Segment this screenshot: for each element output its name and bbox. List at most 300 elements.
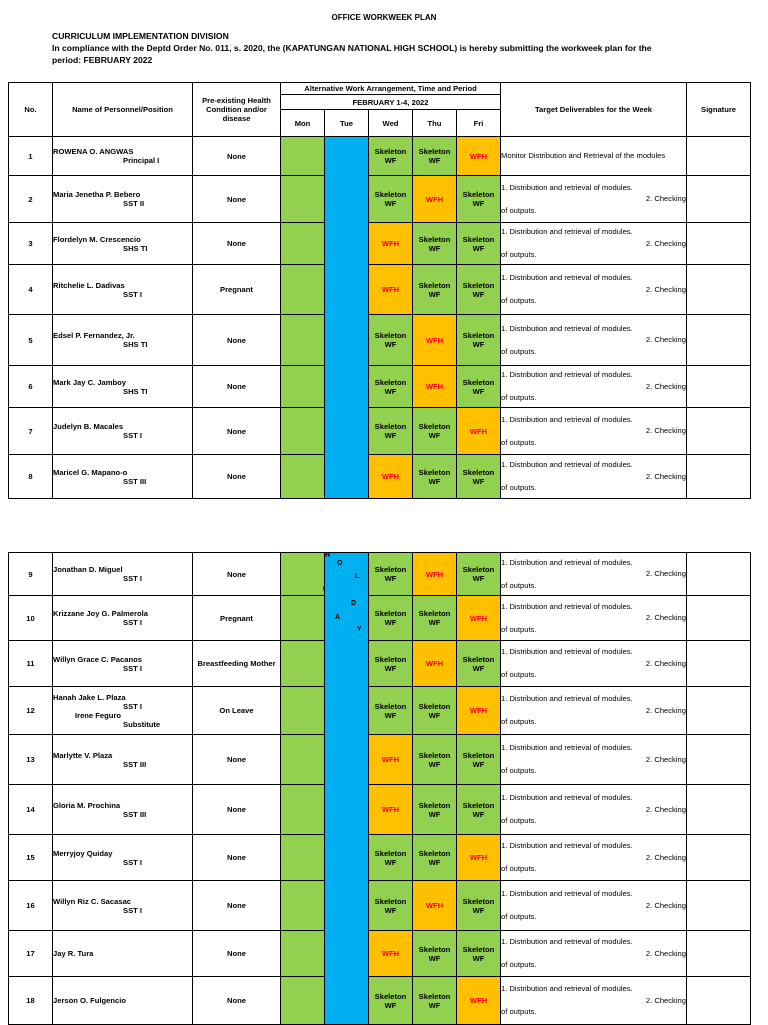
target-line-2: 2. Checking [645,705,686,715]
target-line-3: of outputs. [501,483,537,493]
personnel-cell [53,596,193,641]
col-header-day-wed: Wed [369,110,413,137]
signature-cell[interactable] [687,977,751,1025]
day-cell-wed-wfh: WFH [369,931,413,977]
day-cell-thu-wfh: WFH [413,315,457,366]
signature-cell[interactable] [687,137,751,176]
day-cell-fri-skeleton [457,455,501,499]
health-condition: None [193,785,281,835]
skeleton-label-wf: WF [428,953,441,963]
skeleton-label: Skeleton [418,991,451,1001]
personnel-cell [53,641,193,687]
skeleton-label-wf: WF [472,663,485,673]
target-line-2: 2. Checking [645,238,687,248]
target-line-2: 2. Checking [645,426,687,436]
personnel-name: Mark Jay C. Jamboy [53,377,127,387]
signature-cell[interactable] [687,315,751,366]
target-line-2: 2. Checking [645,194,687,204]
personnel-name: Maricel G. Mapano-o [53,467,128,477]
skeleton-label: Skeleton [462,377,495,387]
personnel-position: Principal I [123,156,160,165]
day-cell-fri-wfh: WFH [457,687,501,735]
signature-cell[interactable] [687,223,751,265]
target-deliverables [501,223,687,265]
target-line-1: 1. Distribution and retrieval of modules. [501,841,633,851]
target-deliverables [501,687,687,735]
skeleton-label: Skeleton [418,848,451,858]
table-row [9,265,751,315]
personnel-name: Jonathan D. Miguel [53,565,123,574]
day-cell-thu-wfh: WFH [413,366,457,408]
table-row [9,408,751,455]
row-number: 6 [9,366,53,408]
skeleton-label: Skeleton [418,944,451,954]
target-line-3: of outputs. [501,864,537,874]
skeleton-label: Skeleton [418,422,451,431]
skeleton-label: Skeleton [374,331,407,340]
table-row [9,687,751,735]
table-row [9,553,751,596]
day-cell-mon [281,315,325,366]
day-cell-thu-skeleton [413,596,457,641]
row-number: 3 [9,223,53,265]
target-line-3: of outputs. [501,296,537,306]
day-cell-wed-skeleton [369,137,413,176]
skeleton-label: Skeleton [374,190,407,199]
day-cell-mon [281,553,325,596]
day-cell-mon [281,687,325,735]
day-cell-fri-skeleton [457,931,501,977]
table-row [9,835,751,881]
target-line-1: 1. Distribution and retrieval of modules. [501,323,633,333]
personnel-name: Marlytte V. Plaza [53,750,113,760]
day-cell-thu-wfh: WFH [413,176,457,223]
target-deliverables [501,408,687,455]
target-line-1: 1. Distribution and retrieval of modules. [501,460,633,470]
day-cell-thu-skeleton [413,735,457,785]
target-line-1: 1. Distribution and retrieval of modules. [501,557,633,567]
target-line-2: 2. Checking [645,900,686,910]
skeleton-label: Skeleton [374,422,407,431]
target-deliverables [501,315,687,366]
health-condition: None [193,881,281,931]
personnel-cell [53,687,193,735]
table-row [9,223,751,265]
day-cell-fri-wfh: WFH [457,137,501,176]
signature-cell[interactable] [687,553,751,596]
target-line-2: 2. Checking [645,284,687,294]
col-header-day-mon: Mon [281,110,325,137]
row-number: 5 [9,315,53,366]
table-row [9,366,751,408]
table-row [9,881,751,931]
signature-cell[interactable] [687,931,751,977]
row-number: 7 [9,408,53,455]
day-cell-fri-skeleton [457,785,501,835]
skeleton-label: Skeleton [374,654,407,664]
day-cell-thu-wfh: WFH [413,553,457,596]
health-condition: Pregnant [193,596,281,641]
health-condition: None [193,977,281,1025]
signature-cell[interactable] [687,265,751,315]
table-row [9,596,751,641]
personnel-name: Merryjoy Quiday [53,848,113,858]
target-deliverables [501,735,687,785]
target-deliverables [501,596,687,641]
health-condition: Pregnant [193,265,281,315]
skeleton-label-wf: WF [472,289,485,299]
day-cell-wed-wfh: WFH [369,785,413,835]
day-cell-mon [281,881,325,931]
target-deliverables [501,931,687,977]
day-cell-thu-skeleton [413,977,457,1025]
personnel-position: SST II [123,199,145,208]
skeleton-label: Skeleton [418,147,451,156]
table-row [9,455,751,499]
personnel-name: Jerson O. Fulgencio [53,996,126,1005]
target-deliverables [501,265,687,315]
table-row [9,315,751,366]
health-condition: On Leave [193,687,281,735]
col-header-period: FEBRUARY 1-4, 2022 [281,95,501,110]
row-number: 9 [9,553,53,596]
skeleton-label-wf: WF [428,156,441,165]
skeleton-label-wf: WF [384,574,397,583]
skeleton-label-wf: WF [472,953,485,963]
workweek-table-part-2 [8,552,751,1025]
skeleton-label-wf: WF [384,1000,397,1010]
skeleton-label-wf: WF [472,340,485,349]
health-condition: None [193,408,281,455]
day-cell-wed-skeleton [369,315,413,366]
skeleton-label-wf: WF [384,156,397,165]
day-cell-mon [281,366,325,408]
target-line-1: 1. Distribution and retrieval of modules. [501,601,633,611]
day-cell-thu-skeleton [413,223,457,265]
header-row [9,83,751,95]
target-line-3: of outputs. [501,393,537,403]
personnel-position: SST I [123,431,142,440]
personnel-name: ROWENA O. ANGWAS [53,147,134,156]
skeleton-label-wf: WF [384,340,397,349]
personnel-cell [53,553,193,596]
target-line-3: of outputs. [501,766,537,776]
day-cell-mon [281,137,325,176]
target-deliverables [501,835,687,881]
target-line-3: of outputs. [501,250,537,260]
health-condition: None [193,455,281,499]
skeleton-label: Skeleton [462,750,495,760]
day-cell-thu-skeleton [413,785,457,835]
skeleton-label: Skeleton [418,467,451,477]
signature-cell[interactable] [687,881,751,931]
col-header-day-thu: Thu [413,110,457,137]
day-cell-wed-wfh: WFH [369,735,413,785]
skeleton-label-wf: WF [428,243,441,253]
skeleton-label-wf: WF [472,476,485,486]
target-line-2: 2. Checking [645,658,686,668]
skeleton-label-wf: WF [384,618,397,627]
personnel-position: SST I [123,857,142,867]
day-cell-fri-wfh: WFH [457,835,501,881]
target-deliverables [501,176,687,223]
target-line-3: of outputs. [501,1007,537,1017]
day-cell-fri-skeleton [457,641,501,687]
personnel-name: Judelyn B. Macales [53,422,124,431]
substitute-position: Substitute [123,719,161,729]
skeleton-label: Skeleton [462,280,495,290]
holiday-letter: Y [357,626,362,633]
health-condition: None [193,553,281,596]
personnel-name: Hanah Jake L. Plaza [53,692,126,702]
day-cell-wed-skeleton [369,835,413,881]
day-cell-fri-skeleton [457,176,501,223]
col-header-day-tue: Tue [325,110,369,137]
day-cell-wed-skeleton [369,596,413,641]
table-row [9,977,751,1025]
personnel-name: Ritchelie L. Dadivas [53,280,125,290]
day-cell-mon [281,265,325,315]
personnel-name: Edsel P. Fernandez, Jr. [53,331,135,340]
signature-cell[interactable] [687,366,751,408]
signature-cell[interactable] [687,455,751,499]
target-text: Monitor Distribution and Retrieval of the modules [501,151,666,161]
workweek-table-part-1 [8,82,751,499]
personnel-position: SHS TI [123,340,148,349]
signature-cell[interactable] [687,408,751,455]
target-line-1: 1. Distribution and retrieval of modules. [501,937,633,947]
day-cell-fri-skeleton [457,315,501,366]
personnel-cell [53,408,193,455]
row-number: 2 [9,176,53,223]
skeleton-label-wf: WF [472,759,485,769]
day-cell-mon [281,223,325,265]
compliance-line-2: period: FEBRUARY 2022 [52,55,153,65]
signature-cell[interactable] [687,735,751,785]
skeleton-label: Skeleton [418,234,451,244]
skeleton-label-wf: WF [472,243,485,253]
personnel-position: SST I [123,574,142,583]
target-line-2: 2. Checking [645,754,686,764]
target-line-1: 1. Distribution and retrieval of modules. [501,273,633,283]
table-row [9,641,751,687]
table-row [9,931,751,977]
compliance-line-1: In compliance with the Deptd Order No. 011, s. 2020, the (KAPATUNGAN NATIONAL HIGH SCHOOL) is hereby submitting the workweek plan for the [52,43,652,53]
target-line-3: of outputs. [501,960,537,970]
skeleton-label: Skeleton [462,565,495,574]
personnel-name: Maria Jenetha P. Bebero [53,190,141,199]
day-cell-fri-skeleton [457,735,501,785]
day-cell-mon [281,977,325,1025]
signature-cell[interactable] [687,687,751,735]
personnel-position: SST III [123,809,147,819]
target-line-2: 2. Checking [645,804,686,814]
holiday-letter: O [337,560,343,567]
holiday-column [325,137,369,499]
row-number: 12 [9,687,53,735]
personnel-cell [53,265,193,315]
day-cell-mon [281,408,325,455]
target-line-1: 1. Distribution and retrieval of modules. [501,647,633,657]
skeleton-label: Skeleton [418,701,451,711]
target-deliverables [501,785,687,835]
skeleton-label: Skeleton [374,565,407,574]
target-deliverables [501,455,687,499]
personnel-cell [53,366,193,408]
personnel-name: Krizzane Joy G. Palmerola [53,609,148,618]
skeleton-label: Skeleton [374,991,407,1001]
skeleton-label-wf: WF [384,386,397,396]
skeleton-label: Skeleton [462,331,495,340]
personnel-position: SST III [123,476,147,486]
skeleton-label-wf: WF [384,431,397,440]
day-cell-mon [281,176,325,223]
day-cell-mon [281,931,325,977]
holiday-letter: D [351,600,357,607]
row-number: 1 [9,137,53,176]
skeleton-label-wf: WF [428,1000,441,1010]
day-cell-wed-skeleton [369,408,413,455]
skeleton-label: Skeleton [374,609,407,618]
target-deliverables [501,977,687,1025]
target-deliverables [501,137,687,176]
personnel-position: SST I [123,289,142,299]
skeleton-label: Skeleton [418,609,451,618]
personnel-position: SHS TI [123,386,148,396]
skeleton-label-wf: WF [428,431,441,440]
health-condition: None [193,176,281,223]
day-cell-wed-skeleton [369,553,413,596]
col-header-condition: Pre-existing Health Condition and/or disease [193,83,281,137]
target-line-3: of outputs. [501,346,537,356]
row-number: 14 [9,785,53,835]
day-cell-thu-wfh: WFH [413,881,457,931]
holiday-column [325,553,369,1025]
table-row [9,137,751,176]
skeleton-label-wf: WF [428,476,441,486]
personnel-cell [53,315,193,366]
row-number: 17 [9,931,53,977]
skeleton-label: Skeleton [374,896,407,906]
target-line-1: 1. Distribution and retrieval of modules. [501,743,633,753]
target-line-2: 2. Checking [645,995,686,1005]
skeleton-label-wf: WF [428,759,441,769]
row-number: 4 [9,265,53,315]
personnel-name: Flordelyn M. Crescencio [53,234,141,244]
target-deliverables [501,641,687,687]
skeleton-label: Skeleton [374,147,407,156]
health-condition: None [193,137,281,176]
target-line-1: 1. Distribution and retrieval of modules. [501,227,633,237]
skeleton-label: Skeleton [462,800,495,810]
personnel-cell [53,931,193,977]
row-number: 11 [9,641,53,687]
division-label: CURRICULUM IMPLEMENTATION DIVISION [52,31,229,41]
day-cell-wed-skeleton [369,687,413,735]
skeleton-label: Skeleton [418,750,451,760]
day-cell-thu-skeleton [413,455,457,499]
row-number: 15 [9,835,53,881]
skeleton-label: Skeleton [374,701,407,711]
target-line-3: of outputs. [501,670,537,680]
health-condition: None [193,223,281,265]
personnel-position: SST I [123,905,142,915]
target-line-3: of outputs. [501,816,537,826]
holiday-letter: H [325,552,331,559]
health-condition: Breastfeeding Mother [193,641,281,687]
holiday-letter: L [355,573,360,580]
personnel-position: SST I [123,618,142,627]
target-line-3: of outputs. [501,624,537,634]
personnel-name: Gloria M. Prochina [53,800,121,810]
target-line-2: 2. Checking [645,852,686,862]
skeleton-label-wf: WF [472,905,485,915]
health-condition: None [193,931,281,977]
target-line-2: 2. Checking [645,948,686,958]
skeleton-label-wf: WF [472,574,485,583]
col-header-day-fri: Fri [457,110,501,137]
skeleton-label-wf: WF [384,905,397,915]
holiday-letter: I [323,586,325,593]
target-line-3: of outputs. [501,580,537,590]
day-cell-thu-skeleton [413,408,457,455]
row-number: 18 [9,977,53,1025]
day-cell-thu-wfh: WFH [413,641,457,687]
signature-cell[interactable] [687,176,751,223]
signature-cell[interactable] [687,785,751,835]
day-cell-mon [281,735,325,785]
day-cell-mon [281,596,325,641]
signature-cell[interactable] [687,596,751,641]
skeleton-label: Skeleton [374,377,407,387]
day-cell-fri-wfh: WFH [457,977,501,1025]
holiday-letter: A [335,614,341,621]
target-line-2: 2. Checking [645,335,687,345]
skeleton-label: Skeleton [462,190,495,199]
target-line-3: of outputs. [501,205,537,215]
personnel-cell [53,835,193,881]
skeleton-label: Skeleton [462,944,495,954]
day-cell-thu-skeleton [413,931,457,977]
table-row [9,735,751,785]
target-line-3: of outputs. [501,717,537,727]
day-cell-thu-skeleton [413,265,457,315]
target-deliverables [501,366,687,408]
col-header-no: No. [9,83,53,137]
signature-cell[interactable] [687,835,751,881]
skeleton-label: Skeleton [462,896,495,906]
target-line-1: 1. Distribution and retrieval of modules. [501,182,633,192]
col-header-target: Target Deliverables for the Week [501,83,687,137]
day-cell-wed-wfh: WFH [369,265,413,315]
day-cell-fri-skeleton [457,366,501,408]
table-row [9,785,751,835]
row-number: 13 [9,735,53,785]
signature-cell[interactable] [687,641,751,687]
skeleton-label-wf: WF [472,386,485,396]
row-number: 10 [9,596,53,641]
day-cell-fri-skeleton [457,553,501,596]
target-line-1: 1. Distribution and retrieval of modules. [501,793,633,803]
personnel-position: SST I [123,701,142,711]
personnel-position: SST I [123,663,142,673]
day-cell-wed-wfh: WFH [369,223,413,265]
personnel-cell [53,455,193,499]
personnel-cell [53,176,193,223]
col-header-name: Name of Personnel/Position [53,83,193,137]
personnel-name: Willyn Grace C. Pacanos [53,654,142,664]
target-line-1: 1. Distribution and retrieval of modules. [501,370,633,380]
